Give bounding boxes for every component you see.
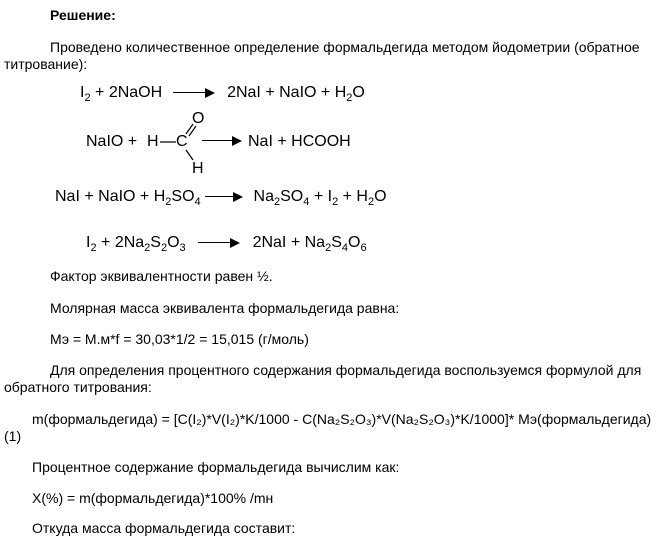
reaction-arrow-icon xyxy=(198,238,240,248)
reaction-arrow-icon xyxy=(205,192,243,202)
percent-intro-line-1: Для определения процентного содержания формальдегида воспользуемся формулой для xyxy=(50,362,642,378)
equation-3: NaI + NaIO + $H_2SO_4$ $Na_2SO_4 + I_2 + H_2O$ xyxy=(55,188,387,208)
carbonyl-bonds-icon xyxy=(0,0,657,200)
main-formula: m(формальдегида) = [C(I₂)*V(I₂)*K/1000 - C(Na₂S₂O₃)*V(Na₂S₂O₃)*K/1000]* Мэ(формальдегида) xyxy=(32,411,652,427)
intro-line-2: титрование): xyxy=(4,56,88,72)
x-formula: Х(%) = m(формальдегида)*100% /mн xyxy=(32,490,274,506)
percent-intro-line-2: обратного титрования: xyxy=(4,379,152,395)
factor-text: Фактор эквивалентности равен ½. xyxy=(50,268,273,284)
structural-h-bottom: H xyxy=(192,160,204,177)
molar-mass-text: Молярная масса эквивалента формальдегида равна: xyxy=(50,300,400,316)
percent-calc-text: Процентное содержание формальдегида вычислим как: xyxy=(32,459,400,475)
equation-4: $I_2 + 2Na_2S_2O_3$ $2NaI + Na_2S_4O_6$ xyxy=(86,234,367,254)
formula-number: (1) xyxy=(4,428,22,444)
reaction-arrow-icon xyxy=(202,136,242,146)
equation-1: $I_2$ + 2NaOH 2NaI + NaIO + $H_2O$ xyxy=(80,84,365,104)
structural-h-left: H xyxy=(147,133,159,150)
carbon-atom: C xyxy=(176,133,188,150)
mass-text: Откуда масса формальдегида составит: xyxy=(32,520,296,536)
heading: Решение: xyxy=(50,7,116,23)
intro-line-1: Проведено количественное определение формальдегида методом йодометрии (обратное xyxy=(50,39,640,55)
me-formula: Мэ = М.м*f = 30,03*1/2 = 15,015 (г/моль) xyxy=(50,331,309,347)
oxygen-atom: O xyxy=(192,110,205,127)
